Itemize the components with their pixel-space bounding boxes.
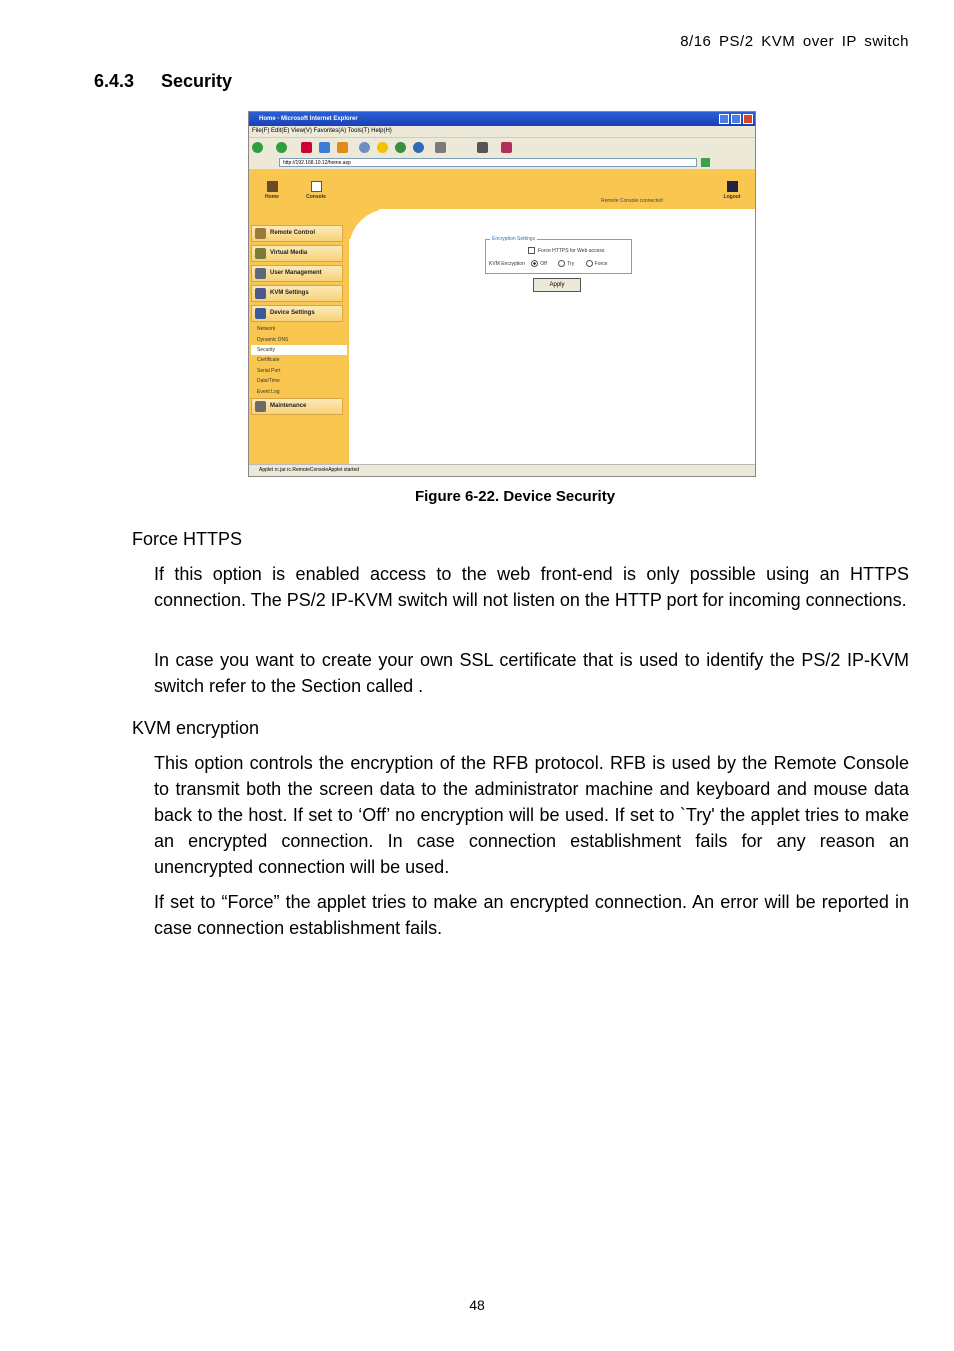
maintenance-icon: [255, 401, 266, 412]
paragraph-ssl-certificate: In case you want to create your own SSL certificate that is used to identify the PS/2 IP-KVM switch refer to the Section called .: [154, 650, 909, 696]
subnav-serial-port: Serial Port: [257, 368, 281, 374]
term-force-https: Force HTTPS: [132, 529, 243, 549]
remote-console-status: Remote Console connected: [601, 198, 663, 204]
force-https-checkbox: [528, 247, 535, 254]
console-label: Console: [306, 194, 326, 200]
radio-force-label: Force: [594, 260, 608, 267]
minimize-icon: [719, 114, 729, 124]
browser-menu-bar: File(F) Edit(E) View(V) Favorites(A) Tools(T) Help(H): [249, 126, 755, 137]
home-label: Home: [265, 194, 279, 200]
radio-force: [586, 260, 593, 267]
nav-device-settings: [251, 305, 343, 322]
nav-label: Device Settings: [270, 310, 315, 316]
nav-label: User Management: [270, 270, 322, 276]
nav-kvm-settings: [251, 285, 343, 302]
logout-button: [719, 181, 745, 200]
browser-title-bar: Home - Microsoft Internet Explorer: [249, 112, 755, 126]
encryption-legend: Encryption Settings: [492, 236, 536, 242]
browser-status-bar: Applet rc.jar.rc.RemoteConsoleApplet started: [249, 464, 755, 476]
close-icon: [743, 114, 753, 124]
home-icon: [267, 181, 278, 192]
radio-try-label: Try: [567, 260, 575, 267]
window-controls: [719, 114, 753, 124]
console-icon: [311, 181, 322, 192]
kvm-encryption-row: [489, 260, 607, 267]
radio-off: [531, 260, 538, 267]
device-settings-icon: [255, 308, 266, 319]
section-title: Security: [161, 71, 233, 91]
address-field: http://192.168.10.12/home.asp: [279, 158, 697, 167]
maximize-icon: [731, 114, 741, 124]
section-number: 6.4.3: [94, 71, 135, 91]
nav-user-management: [251, 265, 343, 282]
home-button: [261, 181, 283, 200]
figure-screenshot: [248, 111, 756, 477]
nav-label: KVM Settings: [270, 290, 309, 296]
subnav-security: Security: [251, 345, 347, 355]
remote-control-icon: [255, 228, 266, 239]
media-icon: [395, 142, 406, 153]
virtual-media-icon: [255, 248, 266, 259]
print-icon: [477, 142, 488, 153]
favorites-icon: [377, 142, 388, 153]
search-icon: [359, 142, 370, 153]
address-bar: [249, 157, 755, 169]
history-icon: [413, 142, 424, 153]
app-sidebar: [249, 209, 349, 464]
subnav-date-time: Date/Time: [257, 378, 280, 384]
apply-button: Apply: [533, 278, 581, 292]
stop-icon: [301, 142, 312, 153]
paragraph-force-mode: If set to “Force” the applet tries to make an encrypted connection. An error will be reported in case connection establishment fails.: [154, 892, 909, 938]
subnav-event-log: Event Log: [257, 389, 280, 395]
nav-virtual-media: [251, 245, 343, 262]
console-button: [301, 181, 331, 200]
app-header: [249, 169, 755, 209]
subnav-certificate: Certificate: [257, 357, 280, 363]
kvm-encryption-label: KVM Encryption: [489, 260, 525, 267]
radio-off-label: Off: [540, 260, 547, 267]
subnav-network: Network: [257, 326, 276, 332]
go-icon: [701, 158, 710, 167]
messenger-icon: [501, 142, 512, 153]
browser-toolbar: [249, 137, 755, 158]
paragraph-kvm-encryption: This option controls the encryption of the RFB protocol. RFB is used by the Remote Console to transmit both the screen data to the administrator machine and keyboard and mouse data back to the host. If set to ‘Off’ no encryption will be used. If set to `Try' the applet tries to make an encrypted connection. In case connection establishment fails for any reason an unencrypted connection will be used.: [154, 753, 909, 877]
running-header: 8/16 PS/2 KVM over IP switch: [680, 33, 909, 50]
encryption-settings-group: [485, 236, 632, 274]
figure-caption: Figure 6-22. Device Security: [414, 488, 616, 505]
term-kvm-encryption: KVM encryption: [132, 718, 260, 738]
back-icon: [252, 142, 263, 153]
force-https-label: Force HTTPS for Web access: [538, 247, 605, 254]
force-https-row: [528, 247, 604, 254]
user-management-icon: [255, 268, 266, 279]
subnav-dynamic-dns: Dynamic DNS: [257, 337, 289, 343]
mail-icon: [435, 142, 446, 153]
nav-remote-control: [251, 225, 343, 242]
nav-label: Maintenance: [270, 403, 307, 409]
content-corner: [349, 209, 379, 239]
forward-icon: [276, 142, 287, 153]
home-icon: [337, 142, 348, 153]
logout-label: Logout: [723, 194, 741, 200]
logout-icon: [727, 181, 738, 192]
nav-label: Remote Control: [270, 230, 315, 236]
refresh-icon: [319, 142, 330, 153]
page-number: 48: [469, 1297, 485, 1313]
nav-label: Virtual Media: [270, 250, 308, 256]
paragraph-force-https: If this option is enabled access to the web front-end is only possible using an HTTPS connection. The PS/2 IP-KVM switch will not listen on the HTTP port for incoming connections.: [154, 564, 909, 610]
radio-try: [558, 260, 565, 267]
kvm-settings-icon: [255, 288, 266, 299]
nav-maintenance: [251, 398, 343, 415]
